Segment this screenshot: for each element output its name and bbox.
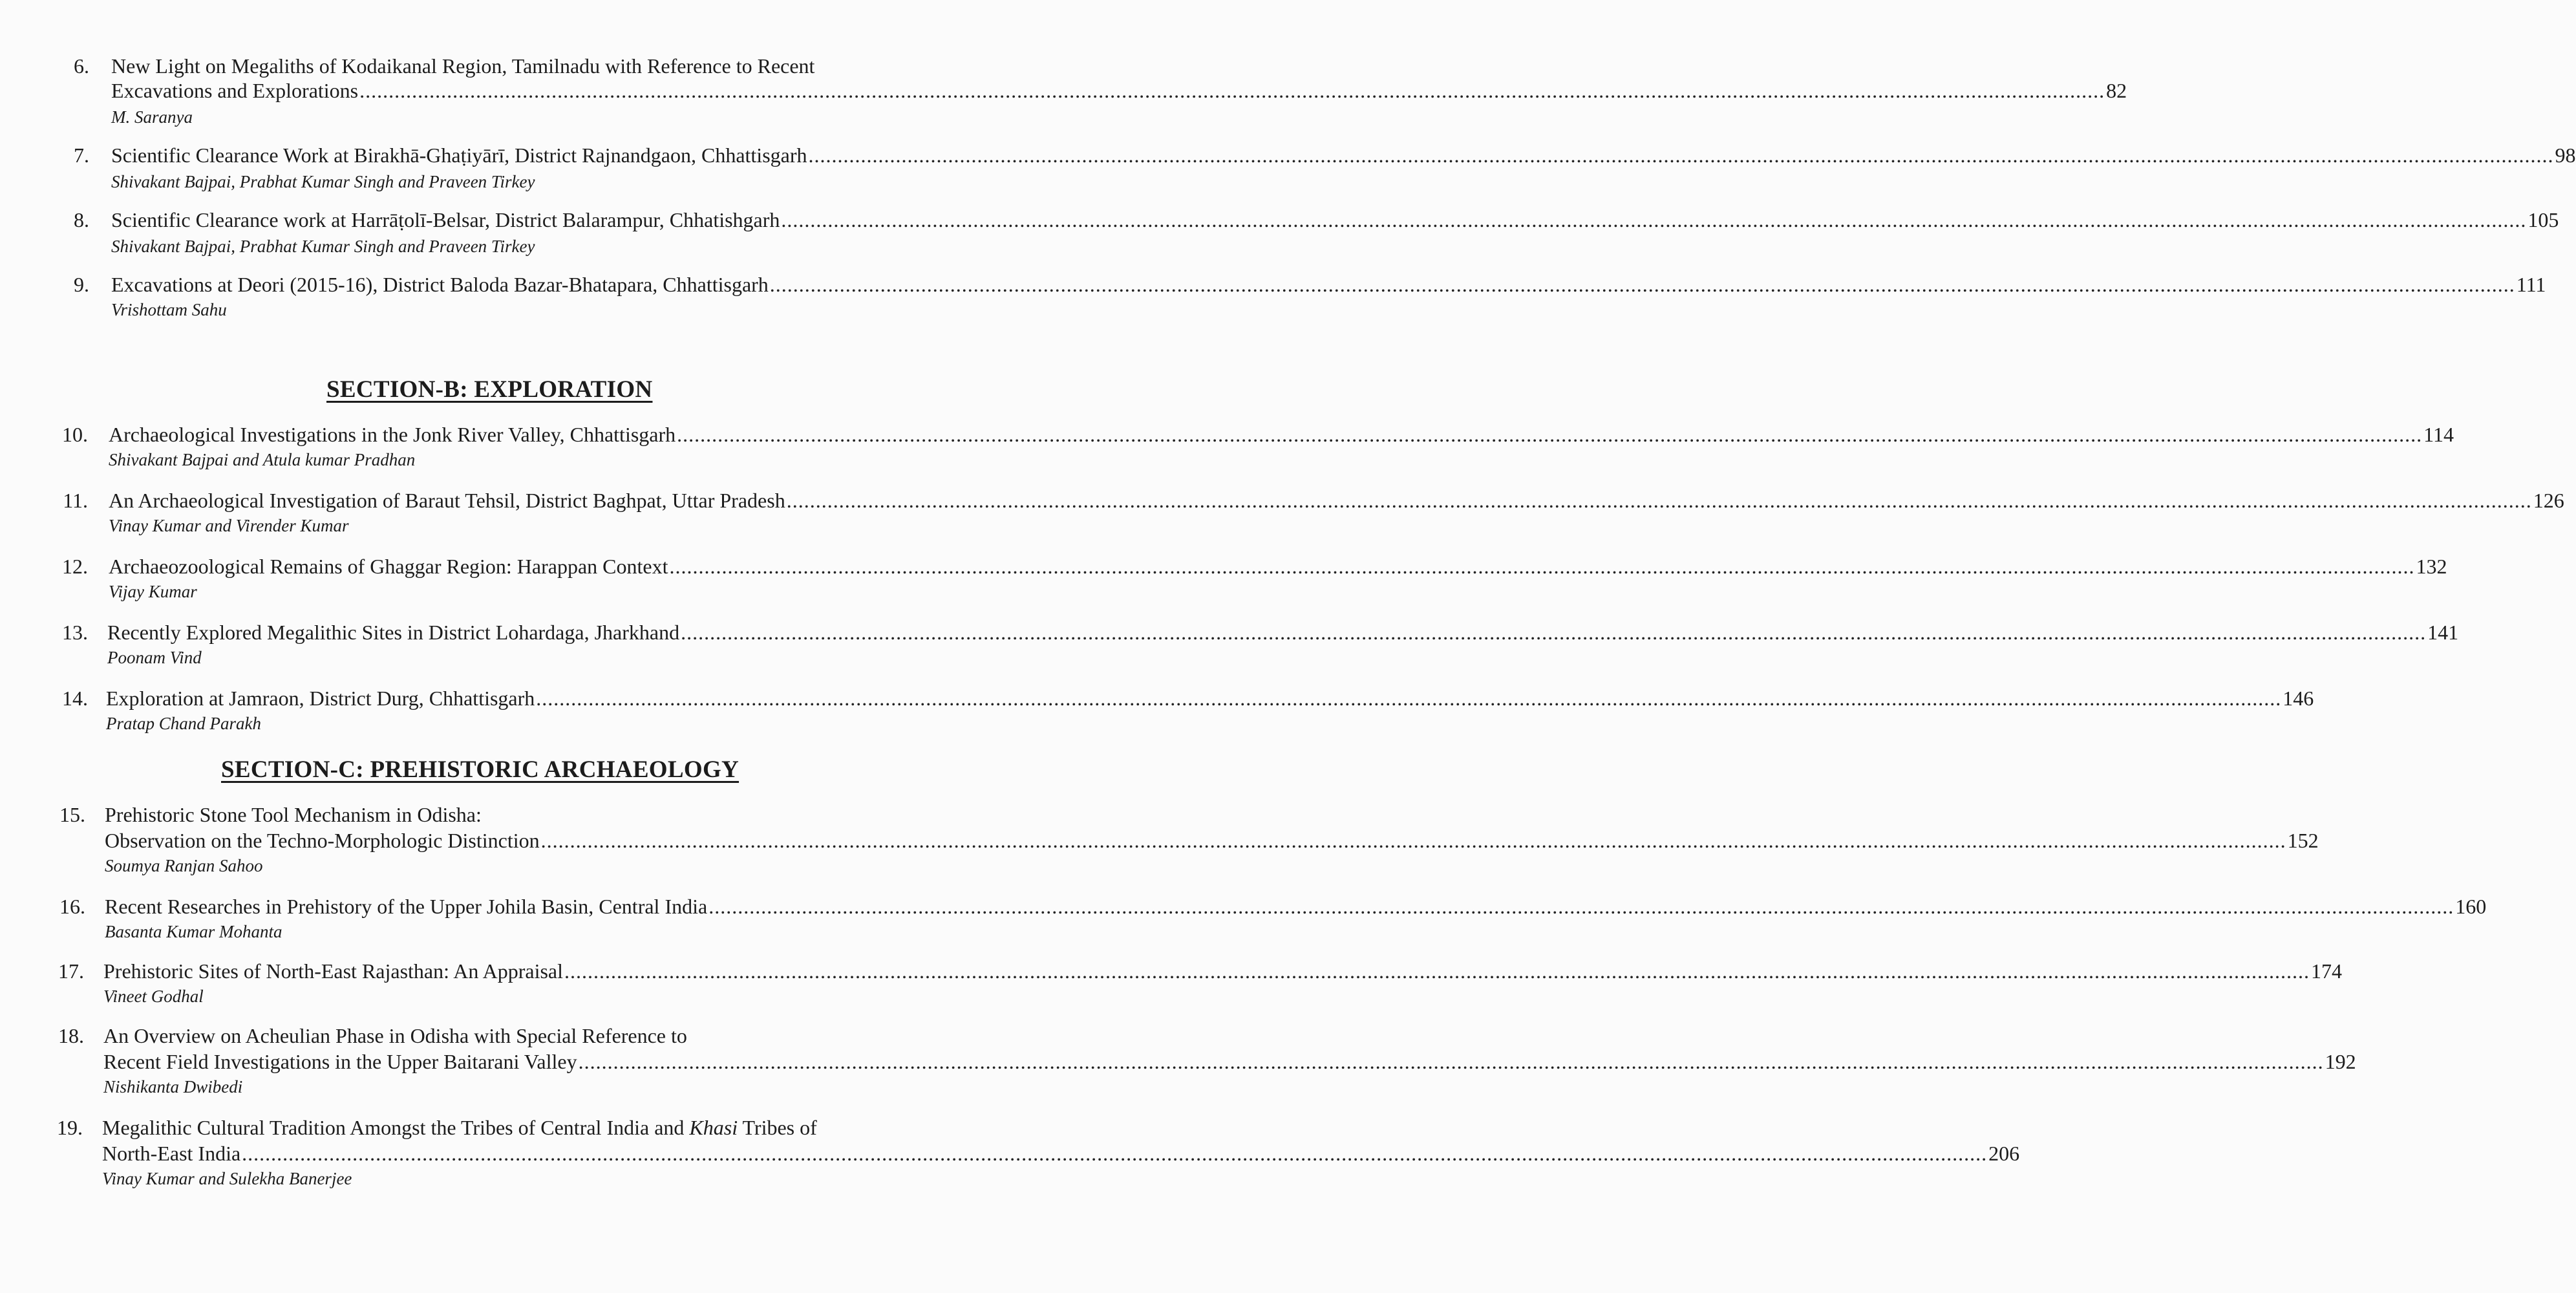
entry-title (102, 1115, 817, 1140)
entry-title: An Archaeological Investigation of Baraut Tehsil, District Baghpat, Uttar Pradesh (109, 489, 785, 512)
entry-authors: Basanta Kumar Mohanta (105, 922, 282, 941)
entry-title: Scientific Clearance Work at Birakhā-Ghaṭiyārī, District Rajnandgaon, Chhattisgarh (111, 144, 807, 167)
entry-authors: Vrishottam Sahu (111, 300, 227, 319)
entry-number: 16. (59, 895, 85, 918)
entry-title-line (106, 685, 2314, 711)
entry-title-line (102, 1140, 2020, 1166)
leader-dots: ............................................................................................................................................................................................................................................................................................................ (536, 687, 2282, 710)
entry-title-line (111, 53, 932, 79)
leader-dots: ............................................................................................................................................................................................................................................................................................................ (781, 208, 2527, 231)
leader-dots: ............................................................................................................................................................................................................................................................................................................ (769, 273, 2515, 296)
entry-title: Recent Researches in Prehistory of the Upper Johila Basin, Central India (105, 895, 708, 918)
entry-title-line (103, 1023, 927, 1049)
entry-title-line (105, 828, 2319, 853)
entry-authors: Shivakant Bajpai and Atula kumar Pradhan (109, 450, 416, 469)
entry-number: 9. (74, 273, 89, 296)
entry-number: 11. (63, 489, 88, 512)
entry-title-part: Tribes of (738, 1116, 817, 1139)
page-number: 141 (2427, 621, 2459, 644)
entry-authors: Shivakant Bajpai, Prabhat Kumar Singh and Praveen Tirkey (111, 172, 535, 191)
section-heading-prehistoric-archaeology: SECTION-C: PREHISTORIC ARCHAEOLOGY (221, 756, 740, 783)
entry-number: 15. (59, 803, 85, 826)
entry-number: 12. (62, 555, 88, 578)
page-number: 146 (2283, 687, 2314, 710)
entry-title: Scientific Clearance work at Harrāṭolī-Belsar, District Balarampur, Chhatishgarh (111, 208, 780, 231)
entry-number: 17. (58, 959, 84, 983)
entry-number: 8. (74, 208, 89, 231)
entry-title: Archaeozoological Remains of Ghaggar Region: Harappan Context (109, 555, 668, 578)
entry-title-line (109, 553, 2447, 579)
entry-number: 6. (74, 54, 89, 78)
entry-title: Recently Explored Megalithic Sites in District Lohardaga, Jharkhand (107, 621, 680, 644)
page-number: 160 (2455, 895, 2487, 918)
leader-dots: ............................................................................................................................................................................................................................................................................................................ (786, 489, 2532, 512)
entry-title-line (111, 272, 2546, 297)
leader-dots: ............................................................................................................................................................................................................................................................................................................ (808, 144, 2554, 167)
page-number: 126 (2533, 489, 2564, 512)
entry-title-part: Megalithic Cultural Tradition Amongst the Tribes of Central India and (102, 1116, 690, 1139)
entry-authors: Nishikanta Dwibedi (103, 1077, 243, 1096)
page-number: 174 (2311, 959, 2342, 983)
entry-number: 14. (62, 687, 88, 710)
entry-authors: Poonam Vind (107, 648, 202, 667)
entry-title-line (111, 142, 2576, 168)
entry-title-line (109, 422, 2454, 447)
entry-title: Exploration at Jamraon, District Durg, Chhattisgarh (106, 687, 535, 710)
leader-dots: ............................................................................................................................................................................................................................................................................................................ (359, 79, 2105, 102)
entry-authors: Pratap Chand Parakh (106, 714, 261, 733)
page-number: 98 (2555, 144, 2576, 167)
entry-title-line (105, 802, 928, 828)
entry-title-line (111, 207, 2559, 233)
entry-authors: Vinay Kumar and Virender Kumar (109, 516, 349, 535)
entry-title-line (103, 1049, 2356, 1074)
leader-dots: ............................................................................................................................................................................................................................................................................................................ (708, 895, 2454, 918)
entry-authors: M. Saranya (111, 107, 193, 127)
entry-title: Excavations and Explorations (111, 79, 359, 102)
page-number: 206 (1988, 1142, 2020, 1165)
entry-title: An Overview on Acheulian Phase in Odisha with Special Reference to (103, 1024, 687, 1047)
leader-dots: ............................................................................................................................................................................................................................................................................................................ (681, 621, 2427, 644)
entry-title-line (103, 958, 2342, 984)
entry-title: Prehistoric Stone Tool Mechanism in Odisha: (105, 803, 482, 826)
entry-title: Archaeological Investigations in the Jonk River Valley, Chhattisgarh (109, 423, 676, 446)
entry-title: Excavations at Deori (2015-16), District Baloda Bazar-Bhatapara, Chhattisgarh (111, 273, 769, 296)
entry-number: 7. (74, 144, 89, 167)
leader-dots: ............................................................................................................................................................................................................................................................................................................ (564, 959, 2310, 983)
page-number: 111 (2516, 273, 2546, 296)
entry-title-line (107, 619, 2459, 645)
entry-authors: Shivakant Bajpai, Prabhat Kumar Singh and Praveen Tirkey (111, 237, 535, 256)
entry-number: 10. (62, 423, 88, 446)
entry-number: 18. (58, 1024, 84, 1047)
entry-authors: Vinay Kumar and Sulekha Banerjee (102, 1169, 352, 1188)
page-number: 105 (2528, 208, 2559, 231)
page-number: 192 (2325, 1050, 2356, 1073)
entry-title-line (102, 1115, 927, 1140)
entry-title-line (111, 78, 2127, 103)
entry-number: 19. (57, 1116, 83, 1139)
entry-title: North-East India (102, 1142, 241, 1165)
leader-dots: ............................................................................................................................................................................................................................................................................................................ (669, 555, 2415, 578)
page-number: 82 (2106, 79, 2127, 102)
leader-dots: ............................................................................................................................................................................................................................................................................................................ (242, 1142, 1988, 1165)
leader-dots: ............................................................................................................................................................................................................................................................................................................ (578, 1050, 2324, 1073)
leader-dots: ............................................................................................................................................................................................................................................................................................................ (677, 423, 2423, 446)
section-heading-exploration: SECTION-B: EXPLORATION (326, 376, 653, 403)
entry-authors: Soumya Ranjan Sahoo (105, 856, 263, 875)
entry-number: 13. (62, 621, 88, 644)
entry-authors: Vineet Godhal (103, 987, 204, 1006)
entry-title: Observation on the Techno-Morphologic Distinction (105, 829, 540, 852)
entry-title: New Light on Megaliths of Kodaikanal Region, Tamilnadu with Reference to Recent (111, 54, 815, 78)
entry-title: Prehistoric Sites of North-East Rajasthan: An Appraisal (103, 959, 563, 983)
leader-dots: ............................................................................................................................................................................................................................................................................................................ (540, 829, 2286, 852)
entry-title-italic-part: Khasi (689, 1116, 738, 1139)
page-number: 114 (2423, 423, 2454, 446)
entry-title-line (109, 487, 2564, 513)
entry-title-line (105, 893, 2487, 919)
entry-authors: Vijay Kumar (109, 582, 197, 601)
entry-title: Recent Field Investigations in the Upper Baitarani Valley (103, 1050, 577, 1073)
page-number: 152 (2287, 829, 2319, 852)
page-number: 132 (2416, 555, 2447, 578)
